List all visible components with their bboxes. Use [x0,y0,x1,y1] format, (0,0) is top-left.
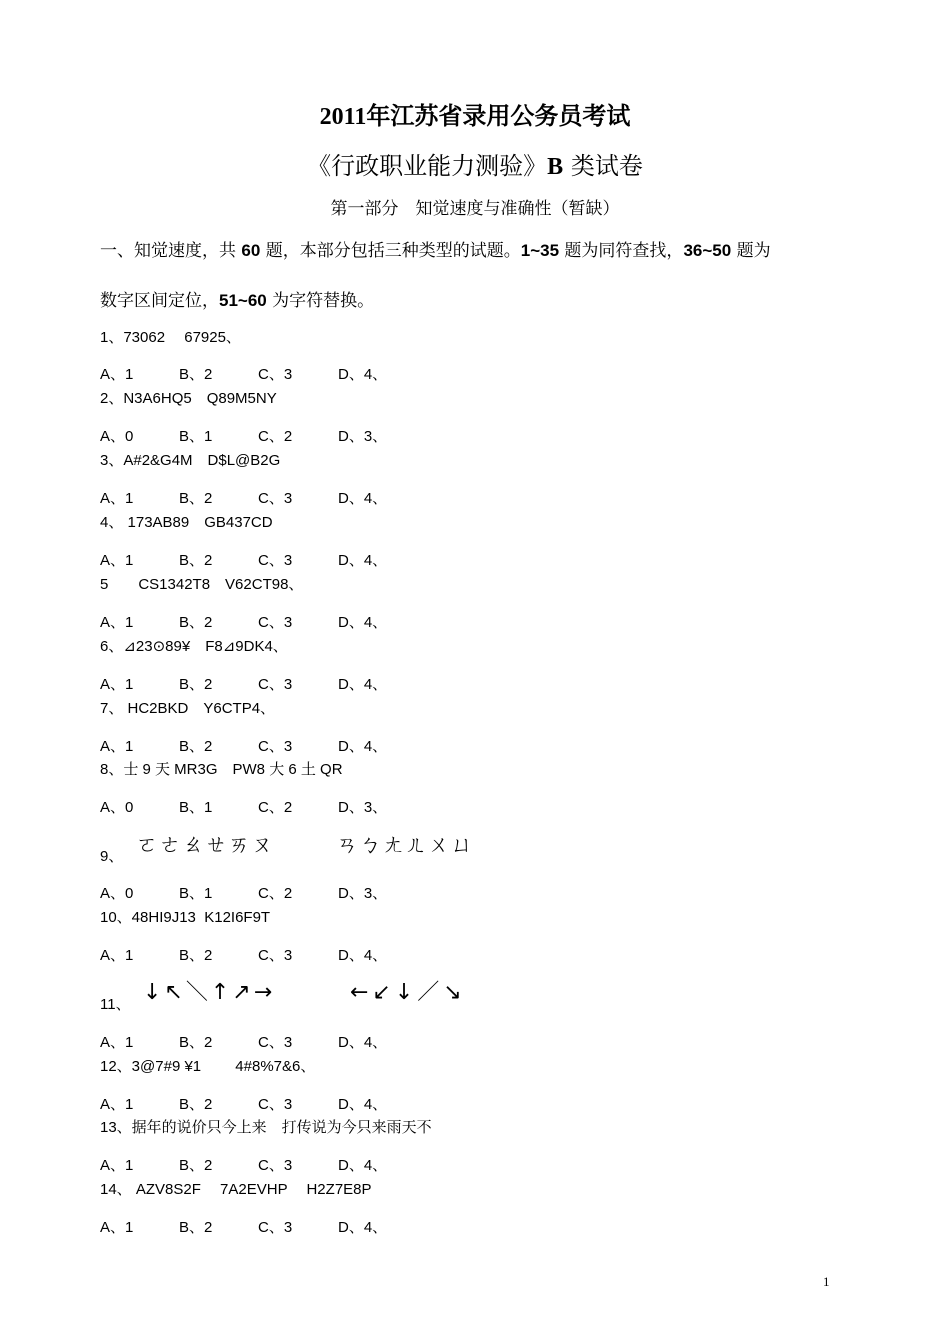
option-b[interactable]: B、1 [179,885,213,902]
option-d[interactable]: D、4、 [338,947,388,964]
option-a[interactable]: A、0 [100,428,134,445]
option-c[interactable]: C、3 [258,1034,293,1051]
option-c[interactable]: C、3 [258,1096,293,1113]
option-d[interactable]: D、3、 [338,428,388,445]
option-c[interactable]: C、3 [258,1157,293,1174]
intro-text: 数字区间定位， [100,291,219,311]
option-d[interactable]: D、4、 [338,738,388,755]
option-a[interactable]: A、1 [100,552,134,569]
subtitle-suffix: 类试卷 [563,152,643,180]
subtitle-text: 《行政职业能力测验》 [307,152,548,180]
intro-text: 题，本部分包括三种类型的试题。 [260,241,521,261]
question-9: 9、 [100,848,124,865]
question-14: 14、 AZV8S2F 7A2EVHP H2Z7E8P [100,1181,372,1198]
option-b[interactable]: B、1 [179,799,213,816]
page-subtitle [0,146,950,181]
option-c[interactable]: C、3 [258,1219,293,1236]
option-c[interactable]: C、3 [258,676,293,693]
option-b[interactable]: B、2 [179,676,213,693]
option-b[interactable]: B、2 [179,947,213,964]
option-d[interactable]: D、4、 [338,552,388,569]
question-6: 6、⊿23⊙89¥ F8⊿9DK4、 [100,638,288,655]
option-a[interactable]: A、1 [100,676,134,693]
page-number: 1 [823,1274,830,1289]
option-b[interactable]: B、2 [179,738,213,755]
zhuyin-symbols-left: ㄛㄜㄠㄝㄞㄡ [136,833,275,858]
intro-line-1 [100,236,771,261]
option-a[interactable]: A、1 [100,366,134,383]
question-10: 10、48HI9J13 K12I6F9T [100,909,271,926]
option-c[interactable]: C、3 [258,366,293,383]
question-12: 12、3@7#9 ¥1 4#8%7&6、 [100,1058,316,1075]
option-d[interactable]: D、4、 [338,1096,388,1113]
question-11: 11、 [100,996,131,1013]
option-d[interactable]: D、4、 [338,614,388,631]
option-d[interactable]: D、4、 [338,1157,388,1174]
option-b[interactable]: B、2 [179,366,213,383]
question-3: 3、A#2&G4M D$L@B2G [100,452,281,469]
intro-text: 为字符替换。 [266,291,375,311]
option-b[interactable]: B、2 [179,1157,213,1174]
intro-number: 51~60 [219,291,267,310]
option-b[interactable]: B、1 [179,428,213,445]
intro-text: 一、知觉速度，共 [100,241,242,261]
option-b[interactable]: B、2 [179,490,213,507]
option-a[interactable]: A、1 [100,1157,134,1174]
arrow-symbols-left: ↓↖＼↑↗→ [143,980,276,1005]
option-a[interactable]: A、1 [100,490,134,507]
option-b[interactable]: B、2 [179,1219,213,1236]
option-d[interactable]: D、3、 [338,885,388,902]
option-d[interactable]: D、4、 [338,490,388,507]
option-a[interactable]: A、1 [100,614,134,631]
option-a[interactable]: A、1 [100,1096,134,1113]
option-b[interactable]: B、2 [179,1034,213,1051]
intro-text: 题为同符查找， [559,241,684,261]
option-a[interactable]: A、0 [100,885,134,902]
option-c[interactable]: C、3 [258,614,293,631]
question-8: 8、士 9 天 MR3G PW8 大 6 土 QR [100,761,343,778]
option-a[interactable]: A、1 [100,1034,134,1051]
arrow-symbols-right: ←↙↓／↘ [350,980,466,1005]
option-a[interactable]: A、0 [100,799,134,816]
intro-number: 60 [241,241,261,260]
option-b[interactable]: B、2 [179,1096,213,1113]
subtitle-letter: B [547,154,564,180]
option-a[interactable]: A、1 [100,947,134,964]
intro-number: 36~50 [683,241,732,260]
option-c[interactable]: C、2 [258,799,293,816]
option-c[interactable]: C、3 [258,552,293,569]
question-4: 4、 173AB89 GB437CD [100,514,273,531]
option-c[interactable]: C、2 [258,885,293,902]
question-1: 1、73062 67925、 [100,329,241,346]
option-b[interactable]: B、2 [179,614,213,631]
option-d[interactable]: D、4、 [338,1219,388,1236]
intro-number: 1~35 [520,241,560,260]
option-d[interactable]: D、4、 [338,1034,388,1051]
zhuyin-symbols-right: ㄢㄅㄤㄦㄨㄩ [336,833,475,858]
question-7: 7、 HC2BKD Y6CTP4、 [100,700,276,717]
intro-text: 题为 [731,241,771,261]
question-13: 13、据年的说价只今上来 打传说为今只来雨天不 [100,1119,432,1136]
question-2: 2、N3A6HQ5 Q89M5NY [100,390,277,407]
option-c[interactable]: C、2 [258,428,293,445]
option-c[interactable]: C、3 [258,738,293,755]
intro-line-2 [100,286,374,311]
option-b[interactable]: B、2 [179,552,213,569]
option-d[interactable]: D、3、 [338,799,388,816]
option-a[interactable]: A、1 [100,738,134,755]
option-d[interactable]: D、4、 [338,676,388,693]
section-heading: 第一部分 知觉速度与准确性（暂缺） [330,199,620,219]
option-c[interactable]: C、3 [258,947,293,964]
option-a[interactable]: A、1 [100,1219,134,1236]
option-d[interactable]: D、4、 [338,366,388,383]
option-c[interactable]: C、3 [258,490,293,507]
question-5: 5 CS1342T8 V62CT98、 [100,576,304,593]
page-title: 2011年江苏省录用公务员考试 [319,104,631,130]
